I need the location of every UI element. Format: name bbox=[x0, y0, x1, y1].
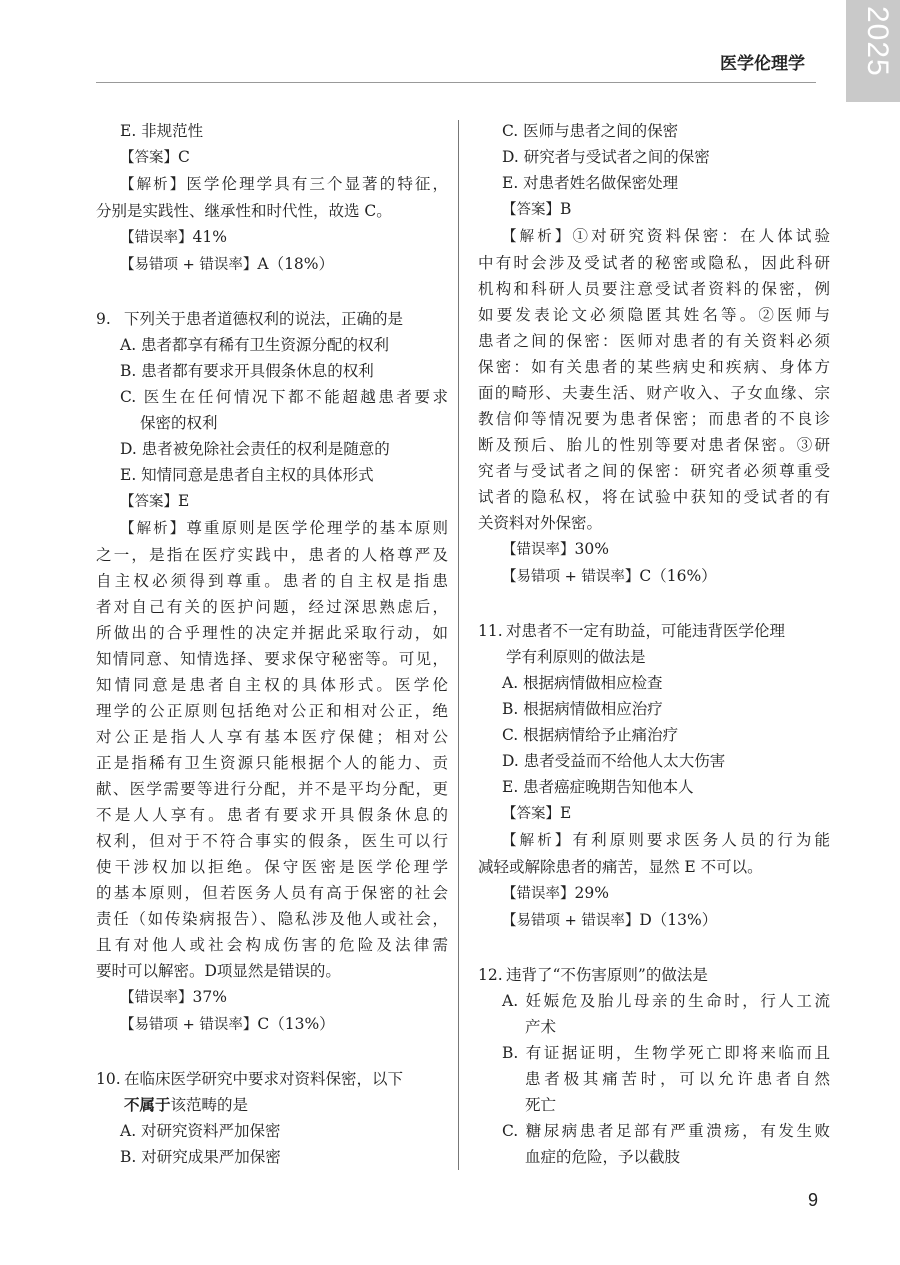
question-number: 9. bbox=[96, 310, 111, 328]
answer-label: 【答案】 bbox=[502, 806, 560, 822]
analysis-line bbox=[96, 515, 448, 542]
answer-line bbox=[478, 196, 830, 223]
analysis-line: 对公正是指人人享有基本医疗保健；相对公 bbox=[96, 728, 448, 746]
common-wrong-value: C（13%） bbox=[257, 1015, 335, 1033]
option-d: D. 研究者与受试者之间的保密 bbox=[502, 148, 710, 166]
analysis-line: 之一，是指在医疗实践中，患者的人格尊严及 bbox=[96, 546, 448, 564]
common-wrong-line bbox=[96, 251, 448, 278]
analysis-line: 知情同意是患者自主权的具体形式。医学伦 bbox=[96, 676, 448, 694]
right-column bbox=[478, 118, 830, 1170]
question-stem-cont: 不属于该范畴的是 bbox=[124, 1095, 249, 1114]
option-a: A. 根据病情做相应检查 bbox=[502, 674, 663, 692]
analysis-line: 献、医学需要等进行分配，并不是平均分配，更 bbox=[96, 780, 448, 798]
option-c: C. 糖尿病患者足部有严重溃疡，有发生败 bbox=[502, 1122, 830, 1140]
analysis-line: 知情同意、知情选择、要求保守秘密等。可见， bbox=[96, 650, 448, 668]
analysis-line: 的基本原则，但若医务人员有高于保密的社会 bbox=[96, 884, 448, 902]
analysis-line: 面的畸形、夫妻生活、财产收入、子女血缘、宗 bbox=[478, 384, 830, 402]
answer-line bbox=[96, 144, 448, 171]
option-d: D. 患者被免除社会责任的权利是随意的 bbox=[120, 440, 390, 458]
analysis-line bbox=[478, 223, 830, 250]
common-wrong-line bbox=[478, 907, 830, 934]
answer-label: 【答案】 bbox=[502, 202, 560, 218]
corner-tab bbox=[846, 0, 900, 102]
common-wrong-label: 【易错项 + 错误率】 bbox=[502, 913, 640, 929]
analysis-line: 者对自己有关的医护问题，经过深思熟虑后， bbox=[96, 598, 448, 616]
page-number: 9 bbox=[808, 1190, 819, 1210]
error-rate-line bbox=[478, 880, 830, 907]
error-rate-line bbox=[96, 984, 448, 1011]
analysis-line bbox=[96, 171, 448, 198]
option-c: C. 根据病情给予止痛治疗 bbox=[502, 726, 679, 744]
analysis-line: 减轻或解除患者的痛苦，显然 E 不可以。 bbox=[478, 858, 763, 876]
analysis-line: 究者与受试者之间的保密：研究者必须尊重受 bbox=[478, 462, 830, 480]
error-rate-label: 【错误率】 bbox=[502, 542, 575, 558]
error-rate-value: 37% bbox=[192, 988, 227, 1006]
analysis-line: 正是指稀有卫生资源只能根据个人的能力、贡 bbox=[96, 754, 448, 772]
question-11 bbox=[478, 618, 830, 934]
question-stem: 11. 对患者不一定有助益，可能违背医学伦理 bbox=[478, 618, 830, 644]
error-rate-value: 41% bbox=[192, 228, 227, 246]
analysis-line: 机构和科研人员要注意受试者资料的保密，例 bbox=[478, 280, 830, 298]
option-d: D. 患者受益而不给他人太大伤害 bbox=[502, 752, 726, 770]
analysis-line: 中有时会涉及受试者的秘密或隐私，因此科研 bbox=[478, 254, 830, 272]
left-column bbox=[96, 118, 448, 1170]
analysis-line: 如要发表论文必须隐匿其姓名等。②医师与 bbox=[478, 306, 830, 324]
option-e: E. 非规范性 bbox=[120, 122, 204, 140]
common-wrong-value: A（18%） bbox=[257, 255, 335, 273]
analysis-line: 教信仰等情况要为患者保密；而患者的不良诊 bbox=[478, 410, 830, 428]
option-c-cont: 保密的权利 bbox=[140, 414, 218, 432]
option-b: B. 根据病情做相应治疗 bbox=[502, 700, 663, 718]
question-10 bbox=[96, 1066, 448, 1170]
analysis-line: 所做出的合乎理性的决定并据此采取行动，如 bbox=[96, 624, 448, 642]
error-rate-label: 【错误率】 bbox=[502, 886, 575, 902]
question-10-cont bbox=[478, 118, 830, 590]
previous-question-tail bbox=[96, 118, 448, 278]
answer-value: E bbox=[178, 492, 190, 510]
error-rate-line bbox=[478, 536, 830, 563]
analysis-line: 权利，但对于不符合事实的假条，医生可以行 bbox=[96, 832, 448, 850]
analysis-line: 保密：如有关患者的某些病史和疾病、身体方 bbox=[478, 358, 830, 376]
running-header-title: 医学伦理学 bbox=[720, 54, 805, 74]
analysis-text: 尊重原则是医学伦理学的基本原则 bbox=[186, 519, 448, 537]
option-b: B. 有证据证明，生物学死亡即将来临而且 bbox=[502, 1044, 830, 1062]
corner-year: 2025 bbox=[861, 6, 894, 77]
error-rate-label: 【错误率】 bbox=[120, 230, 193, 246]
answer-value: C bbox=[178, 148, 190, 166]
option-c-cont: 血症的危险，予以截肢 bbox=[525, 1148, 681, 1166]
option-c: C. 医生在任何情况下都不能超越患者要求 bbox=[120, 388, 448, 406]
option-a: A. 妊娠危及胎儿母亲的生命时，行人工流 bbox=[502, 992, 830, 1010]
error-rate-line bbox=[96, 224, 448, 251]
question-9 bbox=[96, 306, 448, 1038]
option-a-cont: 产术 bbox=[525, 1018, 557, 1036]
analysis-line bbox=[478, 827, 830, 854]
analysis-line: 关资料对外保密。 bbox=[478, 514, 603, 532]
analysis-line: 自主权必须得到尊重。患者的自主权是指患 bbox=[96, 572, 448, 590]
analysis-label: 【解析】 bbox=[502, 229, 573, 245]
error-rate-label: 【错误率】 bbox=[120, 990, 193, 1006]
option-c: C. 医师与患者之间的保密 bbox=[502, 122, 679, 140]
analysis-line: 分别是实践性、继承性和时代性，故选 C。 bbox=[96, 202, 392, 220]
header-rule bbox=[96, 82, 816, 83]
common-wrong-value: D（13%） bbox=[639, 911, 718, 929]
option-b-cont: 患者极其痛苦时，可以允许患者自然 bbox=[525, 1070, 830, 1088]
option-b: B. 患者都有要求开具假条休息的权利 bbox=[120, 362, 374, 380]
option-a: A. 患者都享有稀有卫生资源分配的权利 bbox=[120, 336, 390, 354]
analysis-text: ①对研究资料保密：在人体试验 bbox=[572, 227, 830, 245]
option-b: B. 对研究成果严加保密 bbox=[120, 1148, 281, 1166]
option-e: E. 知情同意是患者自主权的具体形式 bbox=[120, 466, 374, 484]
answer-line bbox=[96, 488, 448, 515]
analysis-label: 【解析】 bbox=[120, 521, 187, 537]
answer-value: B bbox=[560, 200, 572, 218]
question-stem: 9. 下列关于患者道德权利的说法，正确的是 bbox=[96, 306, 448, 332]
analysis-line: 且有对他人或社会构成伤害的危险及法律需 bbox=[96, 936, 448, 954]
analysis-line: 不是人人享有。患者有要求开具假条休息的 bbox=[96, 806, 448, 824]
question-stem: 10. 在临床医学研究中要求对资料保密，以下 bbox=[96, 1066, 448, 1092]
analysis-label: 【解析】 bbox=[502, 833, 573, 849]
common-wrong-line bbox=[96, 1011, 448, 1038]
question-number: 10. bbox=[96, 1070, 121, 1088]
analysis-line: 患者之间的保密：医师对患者的有关资料必须 bbox=[478, 332, 830, 350]
common-wrong-value: C（16%） bbox=[639, 567, 717, 585]
analysis-line: 要时可以解密。D项显然是错误的。 bbox=[96, 962, 341, 980]
common-wrong-line bbox=[478, 563, 830, 590]
answer-label: 【答案】 bbox=[120, 494, 178, 510]
analysis-text: 有利原则要求医务人员的行为能 bbox=[572, 831, 830, 849]
common-wrong-label: 【易错项 + 错误率】 bbox=[502, 569, 640, 585]
error-rate-value: 29% bbox=[574, 884, 609, 902]
question-stem: 12. 违背了“不伤害原则”的做法是 bbox=[478, 962, 830, 988]
option-a: A. 对研究资料严加保密 bbox=[120, 1122, 281, 1140]
question-stem-cont: 学有利原则的做法是 bbox=[506, 648, 646, 666]
question-number: 12. bbox=[478, 966, 503, 984]
analysis-line: 理学的公正原则包括绝对公正和相对公正，绝 bbox=[96, 702, 448, 720]
error-rate-value: 30% bbox=[574, 540, 609, 558]
question-12 bbox=[478, 962, 830, 1170]
question-number: 11. bbox=[478, 622, 503, 640]
column-divider bbox=[458, 120, 459, 1170]
option-e: E. 患者癌症晚期告知他本人 bbox=[502, 778, 694, 796]
analysis-line: 使干涉权加以拒绝。保守医密是医学伦理学 bbox=[96, 858, 448, 876]
analysis-label: 【解析】 bbox=[120, 177, 187, 193]
analysis-line: 试者的隐私权，将在试验中获知的受试者的有 bbox=[478, 488, 830, 506]
emphasis-not-included: 不属于 bbox=[124, 1095, 171, 1114]
answer-line bbox=[478, 800, 830, 827]
option-e: E. 对患者姓名做保密处理 bbox=[502, 174, 679, 192]
analysis-line: 断及预后、胎儿的性别等要对患者保密。③研 bbox=[478, 436, 830, 454]
answer-label: 【答案】 bbox=[120, 150, 178, 166]
analysis-line: 责任（如传染病报告）、隐私涉及他人或社会， bbox=[96, 910, 448, 928]
option-b-cont: 死亡 bbox=[525, 1096, 557, 1114]
common-wrong-label: 【易错项 + 错误率】 bbox=[120, 257, 258, 273]
analysis-text: 医学伦理学具有三个显著的特征， bbox=[186, 175, 448, 193]
common-wrong-label: 【易错项 + 错误率】 bbox=[120, 1017, 258, 1033]
answer-value: E bbox=[560, 804, 572, 822]
